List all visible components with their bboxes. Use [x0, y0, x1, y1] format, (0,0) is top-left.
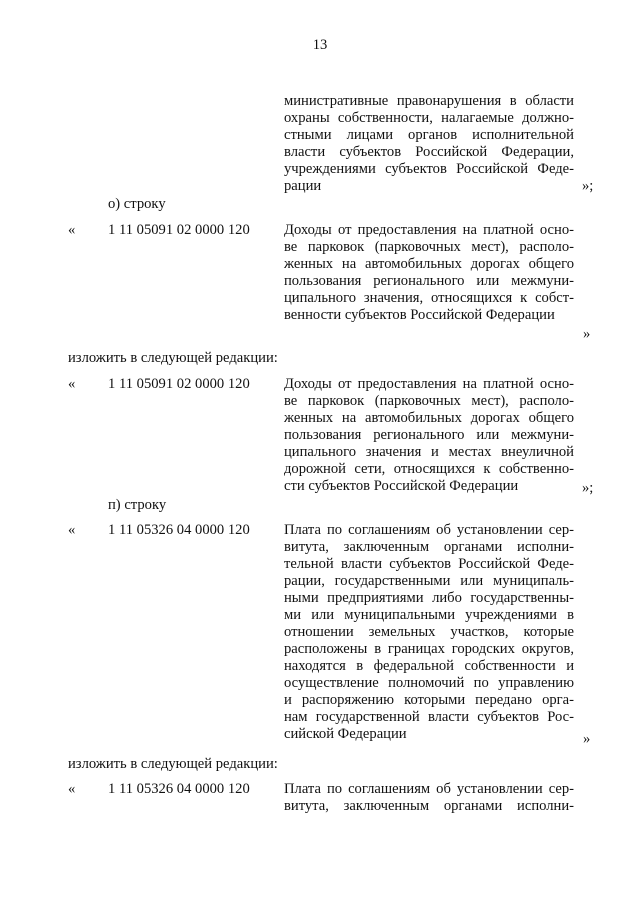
description-line: сийской Федерации [284, 726, 407, 742]
description-line: осуществление полномочий по управлению [284, 675, 574, 691]
description-line: дорожной сети, относящихся к собственно- [284, 461, 574, 477]
description-line: женных на автомобильных дорогах общего [284, 410, 574, 426]
row-o-new-description [284, 376, 574, 495]
description-line: венности субъектов Российской Федерации [284, 307, 555, 323]
description-line: охраны собственности, налагаемые должно- [284, 110, 574, 126]
description-line: отношении земельных участков, которые [284, 624, 574, 640]
open-quote-mark: « [68, 376, 76, 392]
description-line: и распоряжению которыми передано орга- [284, 692, 574, 708]
description-line: ципального значения, относящихся к собст- [284, 290, 574, 306]
item-o-label: о) строку [108, 196, 166, 212]
description-line: пользования регионального или межмуни- [284, 427, 574, 443]
intro-description [284, 93, 574, 195]
description-line: расположены в границах городских округов, [284, 641, 574, 657]
budget-code: 1 11 05091 02 0000 120 [108, 222, 250, 238]
close-quote-mark: »; [582, 480, 594, 496]
description-line: пользования регионального или межмуни- [284, 273, 574, 289]
description-line: Плата по соглашениям об установлении сер- [284, 522, 574, 538]
description-line: ципального значения и местах внеуличной [284, 444, 574, 460]
row-p-new-description [284, 781, 574, 815]
description-line: ными предприятиями либо государственны- [284, 590, 574, 606]
instruction-text: изложить в следующей редакции: [68, 350, 278, 366]
description-line: власти субъектов Российской Федерации, [284, 144, 574, 160]
description-line: сти субъектов Российской Федерации [284, 478, 519, 494]
budget-code: 1 11 05326 04 0000 120 [108, 522, 250, 538]
close-quote-mark: »; [582, 178, 594, 194]
description-line: рации [284, 178, 322, 194]
description-line: учреждениями субъектов Российской Феде- [284, 161, 574, 177]
row-p-old-description [284, 522, 574, 743]
open-quote-mark: « [68, 522, 76, 538]
description-line: ве парковок (парковочных мест), располо- [284, 393, 574, 409]
budget-code: 1 11 05091 02 0000 120 [108, 376, 250, 392]
open-quote-mark: « [68, 222, 76, 238]
item-p-label: п) строку [108, 497, 167, 513]
description-line: рации, государственными или муниципаль- [284, 573, 574, 589]
description-line: нам государственной власти субъектов Рос- [284, 709, 574, 725]
description-line: женных на автомобильных дорогах общего [284, 256, 574, 272]
instruction-text: изложить в следующей редакции: [68, 756, 278, 772]
description-line: тельной власти субъектов Российской Феде- [284, 556, 574, 572]
description-line: находятся в федеральной собственности и [284, 658, 574, 674]
description-line: Доходы от предоставления на платной осно- [284, 376, 574, 392]
close-quote-mark: » [583, 731, 591, 747]
description-line: витута, заключенным органами исполни- [284, 539, 574, 555]
description-line: ми или муниципальными учреждениями в [284, 607, 574, 623]
row-o-old-description [284, 222, 574, 324]
description-line: стными лицами органов исполнительной [284, 127, 574, 143]
page-number: 13 [312, 37, 328, 53]
description-line: Плата по соглашениям об установлении сер- [284, 781, 574, 797]
description-line: Доходы от предоставления на платной осно- [284, 222, 574, 238]
close-quote-mark: » [583, 326, 591, 342]
description-line: витута, заключенным органами исполни- [284, 798, 574, 814]
description-line: ве парковок (парковочных мест), располо- [284, 239, 574, 255]
open-quote-mark: « [68, 781, 76, 797]
description-line: министративные правонарушения в области [284, 93, 574, 109]
budget-code: 1 11 05326 04 0000 120 [108, 781, 250, 797]
